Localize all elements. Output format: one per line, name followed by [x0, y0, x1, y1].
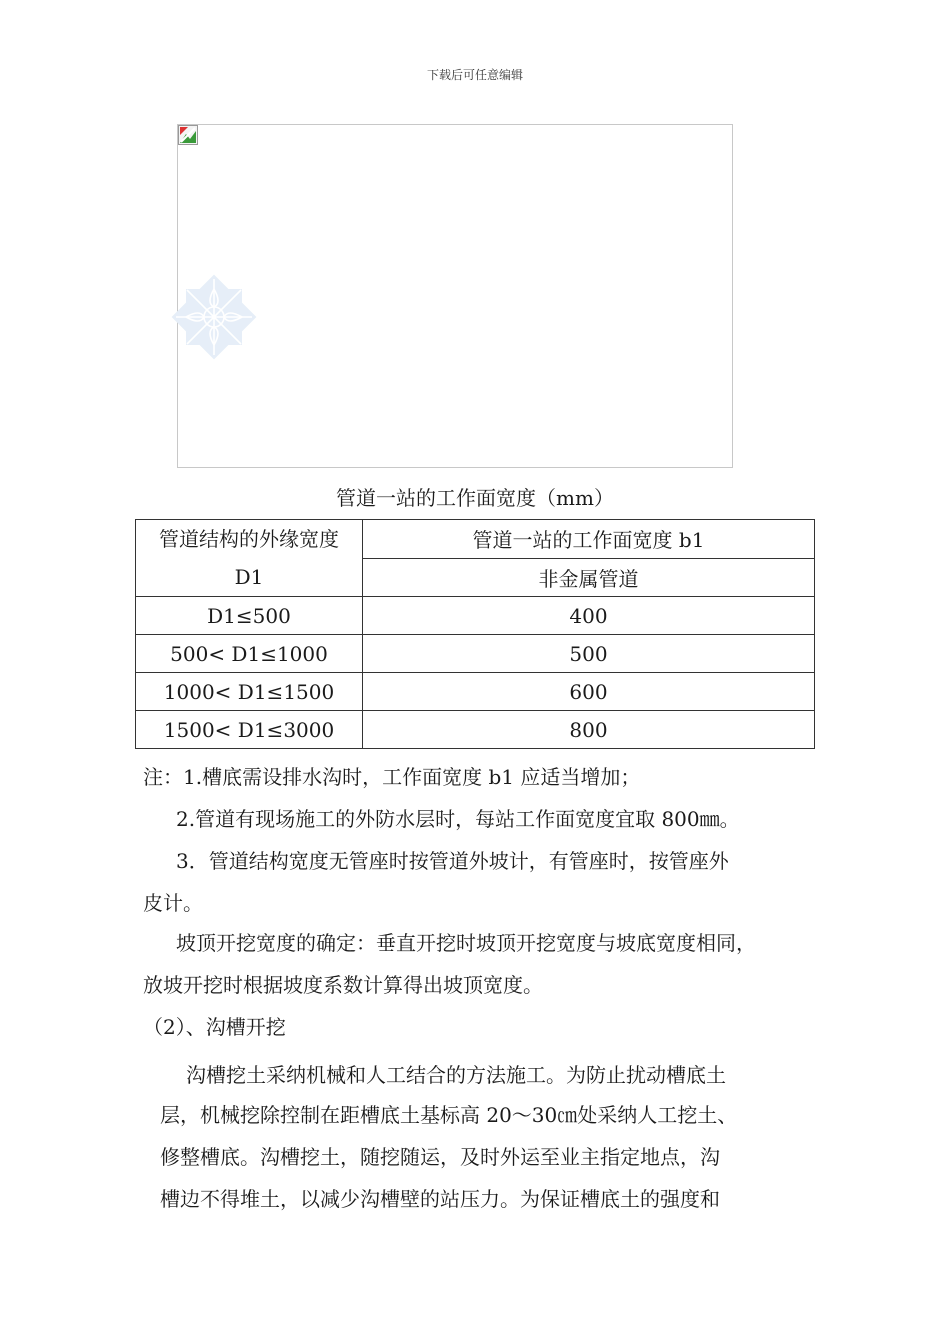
body-line1: 沟槽挖土采纳机械和人工结合的方法施工。为防止扰动槽底土 [186, 1063, 726, 1087]
cell-width: 500 [363, 635, 815, 673]
work-width-table [135, 519, 815, 749]
table-row [136, 673, 815, 711]
note-1: 注：1.槽底需设排水沟时，工作面宽度 b1 应适当增加； [143, 765, 641, 789]
header-cell-nonmetal: 非金属管道 [363, 558, 815, 597]
cell-d1: 1000< D1≤1500 [136, 673, 363, 711]
note-3-line1: 3．管道结构宽度无管座时按管道外坡计，有管座时，按管座外 [176, 849, 729, 873]
image-placeholder [177, 124, 733, 468]
cell-width: 400 [363, 597, 815, 635]
header-cell-d1 [136, 520, 363, 597]
body-line4: 槽边不得堆土，以减少沟槽壁的站压力。为保证槽底土的强度和 [160, 1187, 720, 1211]
cell-width: 800 [363, 711, 815, 749]
note-2: 2.管道有现场施工的外防水层时，每站工作面宽度宜取 800㎜。 [176, 807, 740, 831]
header-d1-line1: 管道结构的外缘宽度 [159, 527, 339, 551]
slope-paragraph-line2: 放坡开挖时根据坡度系数计算得出坡顶宽度。 [143, 973, 543, 997]
header-d1-line2: D1 [234, 565, 264, 589]
page-header: 下载后可任意编辑 [426, 68, 523, 82]
cell-d1: 1500< D1≤3000 [136, 711, 363, 749]
section-title: （2）、沟槽开挖 [143, 1015, 286, 1039]
cell-d1: D1≤500 [136, 597, 363, 635]
cell-width: 600 [363, 673, 815, 711]
table-row [136, 597, 815, 635]
body-line2: 层，机械挖除控制在距槽底土基标高 20～30㎝处采纳人工挖土、 [160, 1103, 738, 1127]
body-line3: 修整槽底。沟槽挖土，随挖随运，及时外运至业主指定地点，沟 [160, 1145, 720, 1169]
header-cell-work-width: 管道一站的工作面宽度 b1 [363, 520, 815, 559]
slope-paragraph-line1: 坡顶开挖宽度的确定：垂直开挖时坡顶开挖宽度与坡底宽度相同， [176, 931, 756, 955]
note-3-line2: 皮计。 [143, 891, 203, 915]
cell-d1: 500< D1≤1000 [136, 635, 363, 673]
snowflake-watermark [156, 259, 272, 375]
broken-image-icon [178, 125, 198, 145]
table-row [136, 635, 815, 673]
table-caption: 管道一站的工作面宽度（mm） [336, 486, 614, 510]
table-row [136, 711, 815, 749]
